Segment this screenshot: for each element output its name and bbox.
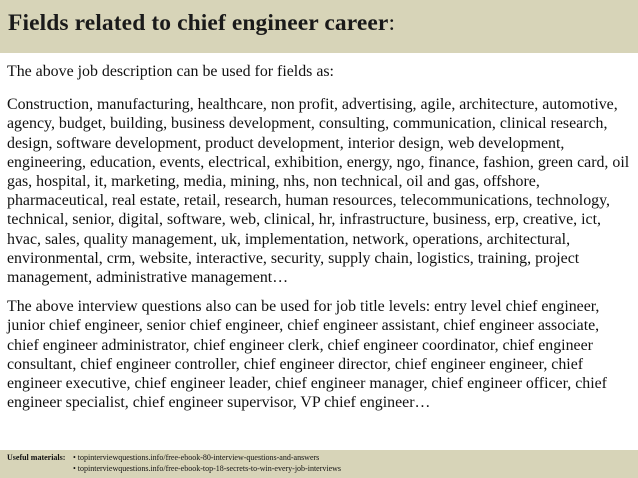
title-bar [0,0,638,53]
page-title-text: Fields related to chief engineer career [8,10,389,36]
footer-bar [0,450,638,478]
footer-links [73,452,341,474]
job-levels-paragraph: The above interview questions also can be used for job title levels: entry level chief engineer, junior chief engineer, senior chief engineer, chief engineer assistant, chief engineer associate, chief engineer administrator, chief engineer clerk, chief engineer coordinator, chief engineer consultant, chief engineer controller, chief engineer director, chief engineer engineer, chief engineer executive, chief engineer leader, chief engineer manager, chief engineer officer, chief engineer specialist, chief engineer supervisor, VP chief engineer… [7,298,607,412]
fields-paragraph: Construction, manufacturing, healthcare, non profit, advertising, agile, architecture, automotive, agency, budget, building, business development, consulting, communication, clinical research, design, software development, product development, interior design, web development, engineering, education, events, electrical, exhibition, energy, ngo, finance, fashion, green card, oil gas, hospital, it, marketing, media, mining, nhs, non technical, oil and gas, offshore, pharmaceutical, real estate, retail, research, human resources, telecommunications, technology, technical, senior, digital, software, web, clinical, hr, infrastructure, business, erp, creative, ict, hvac, sales, quality management, uk, implementation, network, operations, architectural, environmental, crm, website, interactive, security, supply chain, logistics, training, project management, administrative management… [7,96,630,287]
content-body [7,62,634,412]
footer-link-ebook-18-secrets[interactable]: • topinterviewquestions.info/free-ebook-top-18-secrets-to-win-every-job-interviews [73,464,342,473]
footer-link-ebook-80-questions[interactable]: • topinterviewquestions.info/free-ebook-80-interview-questions-and-answers [73,453,320,462]
footer-row [7,452,638,474]
footer-label: Useful materials: [7,453,66,462]
intro-text: The above job description can be used for fields as: [7,63,334,80]
page-title-colon: : [388,10,396,36]
page-title [8,10,395,36]
